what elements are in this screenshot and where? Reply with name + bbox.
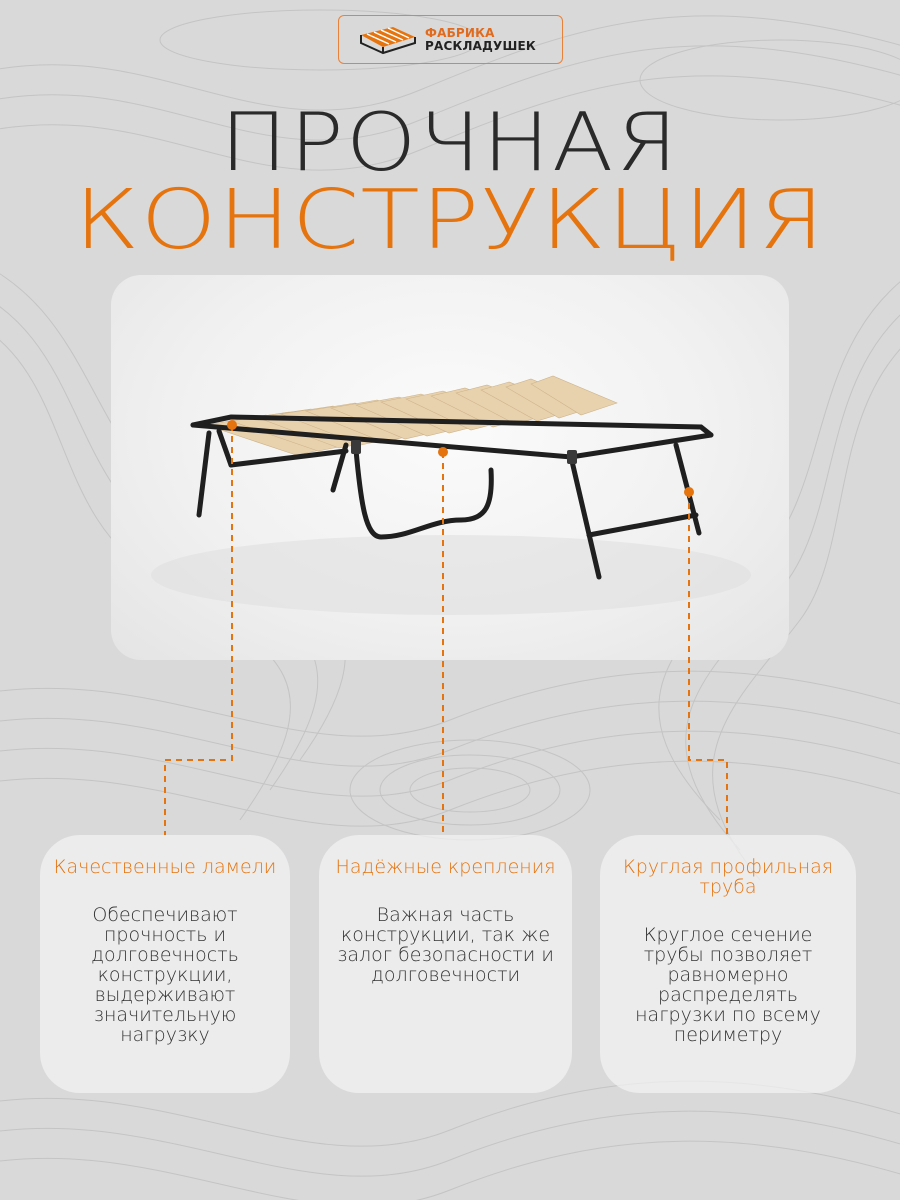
folding-bed-logo-icon [357,23,419,57]
brand-logo [338,15,563,64]
feature-heading: Круглая профильная труба [622,856,834,898]
brand-line-1: ФАБРИКА [425,25,495,40]
feature-text: Круглое сечение трубы позволяет равномерно распределять нагрузки по всему периметру [635,924,821,1046]
feature-heading: Надёжные крепления [335,856,556,878]
page-title-line-1: ПРОЧНАЯ [220,96,680,189]
brand-name [425,27,536,53]
feature-card-tube [600,835,856,1093]
page-title-line-2: КОНСТРУКЦИЯ [74,173,826,268]
feature-text: Обеспечивают прочность и долговечность конструкции, выдерживают значительную нагрузку [91,904,239,1046]
brand-line-2: РАСКЛАДУШЕК [425,38,536,53]
folding-bed-illustration [111,275,789,660]
feature-card-fasteners [319,835,572,1093]
feature-text: Важная часть конструкции, так же залог безопасности и долговечности [337,904,554,986]
feature-card-slats [40,835,290,1093]
product-photo [111,275,789,660]
feature-heading: Качественные ламели [53,856,277,878]
